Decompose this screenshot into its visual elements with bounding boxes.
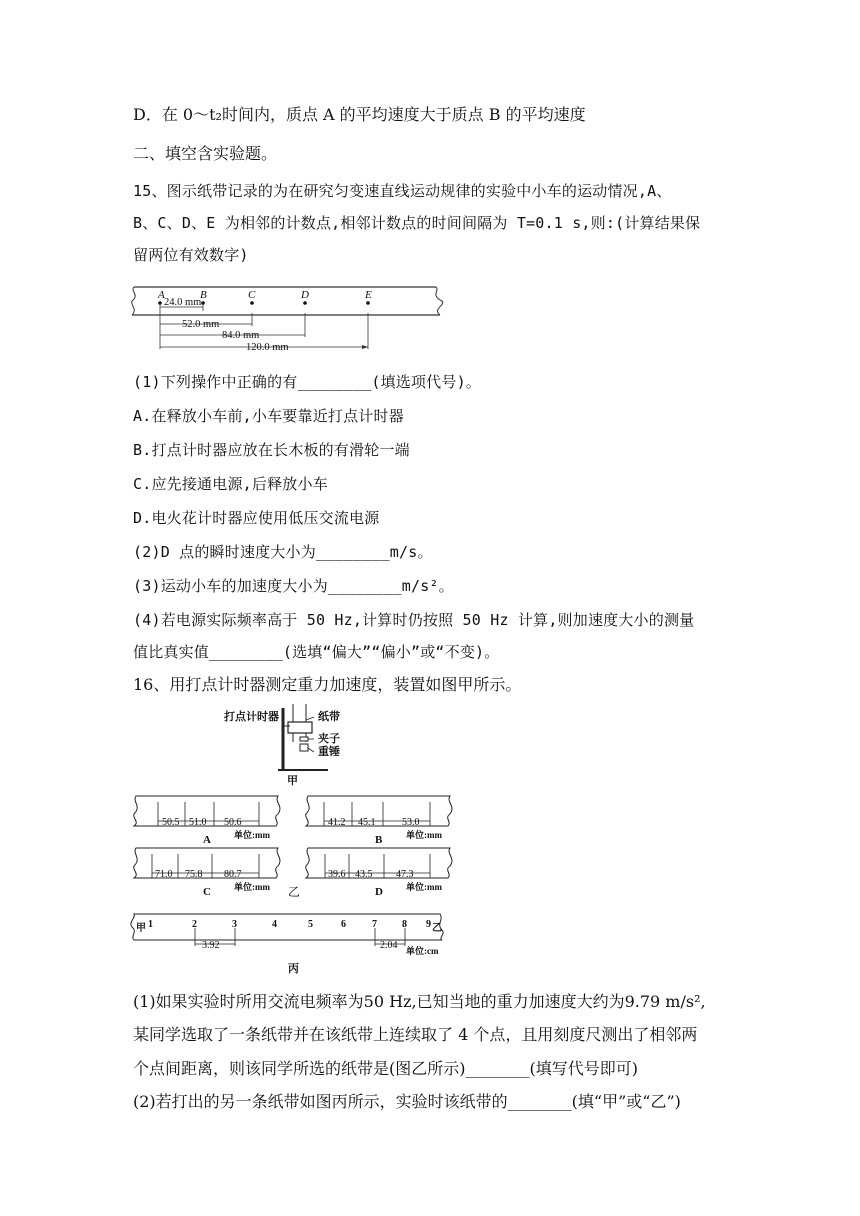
caption-jia: 甲 [287,775,298,787]
q16-figure [128,702,458,974]
q16-part1-line2: 某同学选取了一条纸带并在该纸带上连续取了 4 个点，且用刻度尺测出了相邻两 [133,1025,698,1044]
bing-num-2: 2 [192,919,197,930]
q15-option-b: B.打点计时器应放在长木板的有滑轮一端 [133,441,410,459]
tape-d-d2: 43.5 [355,869,373,880]
tape-d-unit: 单位:mm [406,882,442,892]
tape-b [306,796,452,846]
tape-b-unit: 单位:mm [406,830,442,840]
q15-part3: (3)运动小车的加速度大小为________m/s²。 [133,577,454,595]
q16-part2: (2)若打出的另一条纸带如图丙所示，实验时该纸带的________(填“甲”或“乙”) [133,1092,681,1111]
q15-part2: (2)D 点的瞬时速度大小为________m/s。 [133,543,433,561]
point-c-dot [250,301,254,305]
dist-ad: 84.0 mm [222,330,260,341]
tape-c-d2: 75.8 [185,869,203,880]
q16-part1-line1: (1)如果实验时所用交流电频率为50 Hz,已知当地的重力加速度大约为9.79 m/s², [133,992,706,1011]
point-e-label: E [365,289,372,301]
dist-ab: 24.0 mm [164,297,202,308]
bing-num-8: 8 [402,919,407,930]
bing-dist-left: 3.92 [202,940,220,951]
point-d-label: D [301,289,309,301]
q16-part1-line3: 个点间距离，则该同学所选的纸带是(图乙所示)________(填写代号即可) [133,1059,638,1078]
q15-option-c: C.应先接通电源,后释放小车 [133,475,328,493]
tape-d [306,848,452,898]
bing-num-3: 3 [232,919,237,930]
tape-c-label: C [203,886,211,898]
q15-option-d: D.电火花计时器应使用低压交流电源 [133,509,380,527]
q15-stem-2: B、C、D、E 为相邻的计数点,相邻计数点的时间间隔为 T=0.1 s,则:(计算结果保 [133,214,701,232]
tape-d-d1: 39.6 [328,869,346,880]
tape-c [134,848,280,898]
option-d: D．在 0～t₂时间内，质点 A 的平均速度大于质点 B 的平均速度 [133,105,586,124]
caption-bing: 丙 [288,963,299,974]
tape-a-d2: 51.0 [189,817,207,828]
point-a-label: A [158,289,165,301]
bing-right-end: 乙 [432,923,442,934]
point-c-label: C [248,289,256,301]
bing-num-6: 6 [341,919,346,930]
tape-d-d3: 47.3 [396,869,414,880]
tape-bing [131,914,443,974]
q16-title: 16、用打点计时器测定重力加速度，装置如图甲所示。 [133,675,522,694]
tape-d-label: D [375,886,383,898]
tape-a [134,796,280,846]
q15-stem-1: 15、图示纸带记录的为在研究匀变速直线运动规律的实验中小车的运动情况,A、 [133,182,672,200]
q15-stem-3: 留两位有效数字) [133,246,249,264]
label-weight: 重锤 [318,746,340,758]
tape-a-unit: 单位:mm [234,830,270,840]
tape-c-d1: 71.0 [155,869,173,880]
label-clip: 夹子 [318,733,340,745]
tape-a-d1: 50.5 [162,817,180,828]
q15-part4-line2: 值比真实值________(选填“偏大”“偏小”或“不变)。 [133,643,500,661]
label-timer: 打点计时器 [224,711,279,723]
point-b-label: B [200,289,207,301]
apparatus-diagram [223,704,340,787]
dist-ae: 120.0 mm [246,342,289,353]
tape-a-label: A [203,834,211,846]
tape-b-d2: 45.1 [358,817,376,828]
q15-tape-figure [130,283,450,353]
bing-num-7: 7 [372,919,377,930]
point-d-dot [303,301,307,305]
bing-dist-right: 2.04 [380,940,398,951]
bing-unit: 单位:cm [406,946,439,956]
tape-c-unit: 单位:mm [234,882,270,892]
bing-num-4: 4 [272,919,277,930]
tape-a-d3: 50.6 [224,817,242,828]
tape-b-label: B [375,834,383,846]
q15-part1: (1)下列操作中正确的有________(填选项代号)。 [133,373,482,391]
q15-part4-line1: (4)若电源实际频率高于 50 Hz,计算时仍按照 50 Hz 计算,则加速度大小的测量 [133,611,695,629]
label-tape: 纸带 [318,711,340,723]
tape-c-d3: 80.7 [224,869,242,880]
bing-num-9: 9 [426,919,431,930]
q15-option-a: A.在释放小车前,小车要靠近打点计时器 [133,407,404,425]
bing-num-1: 1 [148,919,153,930]
bing-left-end: 甲 [136,923,146,934]
point-e-dot [366,301,370,305]
dist-ac: 52.0 mm [182,319,220,330]
caption-yi: 乙 [288,885,301,899]
bing-num-5: 5 [308,919,313,930]
tape-b-d1: 41.2 [328,817,346,828]
section-heading: 二、填空含实验题。 [133,144,278,163]
tape-b-d3: 53.0 [402,817,420,828]
